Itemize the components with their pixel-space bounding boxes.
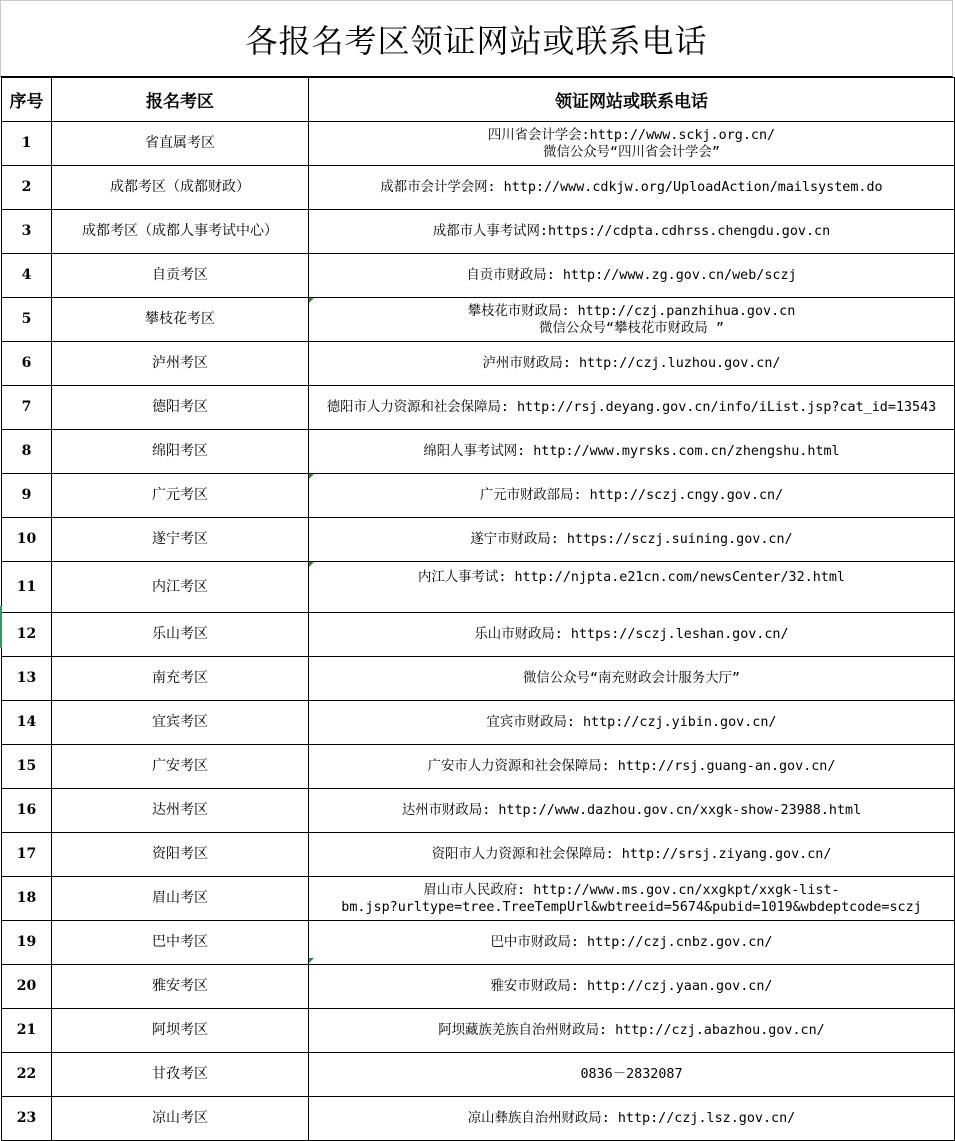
exam-area-cell[interactable]: 巴中考区 — [52, 921, 309, 965]
contact-info-cell[interactable]: 宜宾市财政局: http://czj.yibin.gov.cn/ — [309, 701, 955, 745]
contact-info-cell[interactable]: 微信公众号“南充财政会计服务大厅” — [309, 657, 955, 701]
table-row — [2, 430, 955, 474]
exam-area-cell[interactable]: 凉山考区 — [52, 1097, 309, 1141]
row-number-cell[interactable]: 2 — [2, 166, 52, 210]
header-area[interactable]: 报名考区 — [52, 78, 309, 122]
table-body — [2, 122, 955, 1141]
table-row — [2, 921, 955, 965]
exam-area-cell[interactable]: 甘孜考区 — [52, 1053, 309, 1097]
row-number-cell[interactable]: 22 — [2, 1053, 52, 1097]
table-row — [2, 833, 955, 877]
table-row — [2, 965, 955, 1009]
row-number-cell[interactable]: 17 — [2, 833, 52, 877]
header-info[interactable]: 领证网站或联系电话 — [309, 78, 955, 122]
table-row — [2, 1053, 955, 1097]
contact-info-cell[interactable]: 泸州市财政局: http://czj.luzhou.gov.cn/ — [309, 342, 955, 386]
row-number-cell[interactable]: 18 — [2, 877, 52, 921]
contact-info-cell[interactable]: 成都市会计学会网: http://www.cdkjw.org/UploadAction/mailsystem.do — [309, 166, 955, 210]
exam-area-cell[interactable]: 乐山考区 — [52, 613, 309, 657]
row-number-cell[interactable]: 10 — [2, 518, 52, 562]
exam-area-cell[interactable]: 广元考区 — [52, 474, 309, 518]
row-number-cell[interactable]: 3 — [2, 210, 52, 254]
table-row — [2, 613, 955, 657]
table-row — [2, 474, 955, 518]
cell-comment-marker — [309, 474, 314, 479]
table-row — [2, 166, 955, 210]
exam-area-cell[interactable]: 雅安考区 — [52, 965, 309, 1009]
table-row — [2, 386, 955, 430]
contact-info-cell[interactable]: 攀枝花市财政局: http://czj.panzhihua.gov.cn 微信公众号“攀枝花市财政局 ” — [309, 298, 955, 342]
row-number-cell[interactable]: 19 — [2, 921, 52, 965]
contact-info-cell[interactable]: 成都市人事考试网:https://cdpta.cdhrss.chengdu.gov.cn — [309, 210, 955, 254]
table-row — [2, 877, 955, 921]
row-number-cell[interactable]: 8 — [2, 430, 52, 474]
header-row — [2, 78, 955, 122]
table-row — [2, 657, 955, 701]
table-row — [2, 789, 955, 833]
contact-info-cell[interactable]: 自贡市财政局: http://www.zg.gov.cn/web/sczj — [309, 254, 955, 298]
exam-area-cell[interactable]: 泸州考区 — [52, 342, 309, 386]
row-number-cell[interactable]: 14 — [2, 701, 52, 745]
header-no[interactable]: 序号 — [2, 78, 52, 122]
table-row — [2, 1009, 955, 1053]
cell-comment-marker — [309, 298, 314, 303]
row-number-cell[interactable]: 16 — [2, 789, 52, 833]
row-number-cell[interactable]: 1 — [2, 122, 52, 166]
exam-area-cell[interactable]: 广安考区 — [52, 745, 309, 789]
contact-info-cell[interactable]: 广安市人力资源和社会保障局: http://rsj.guang-an.gov.cn/ — [309, 745, 955, 789]
exam-area-cell[interactable]: 攀枝花考区 — [52, 298, 309, 342]
contact-info-cell[interactable]: 乐山市财政局: https://sczj.leshan.gov.cn/ — [309, 613, 955, 657]
exam-area-cell[interactable]: 资阳考区 — [52, 833, 309, 877]
row-number-cell[interactable]: 11 — [2, 562, 52, 613]
exam-area-cell[interactable]: 南充考区 — [52, 657, 309, 701]
row-number-cell[interactable]: 9 — [2, 474, 52, 518]
contact-info-cell[interactable]: 资阳市人力资源和社会保障局: http://srsj.ziyang.gov.cn/ — [309, 833, 955, 877]
row-number-cell[interactable]: 5 — [2, 298, 52, 342]
contact-info-cell[interactable]: 内江人事考试: http://njpta.e21cn.com/newsCenter/32.html — [309, 562, 955, 613]
contact-info-cell[interactable]: 遂宁市财政局: https://sczj.suining.gov.cn/ — [309, 518, 955, 562]
contact-info-cell[interactable]: 绵阳人事考试网: http://www.myrsks.com.cn/zhengshu.html — [309, 430, 955, 474]
exam-area-cell[interactable]: 宜宾考区 — [52, 701, 309, 745]
row-number-cell[interactable]: 13 — [2, 657, 52, 701]
selected-row-indicator — [0, 606, 2, 648]
exam-area-cell[interactable]: 眉山考区 — [52, 877, 309, 921]
contact-info-cell[interactable]: 四川省会计学会:http://www.sckj.org.cn/ 微信公众号“四川省会计学会” — [309, 122, 955, 166]
cell-comment-marker — [309, 562, 314, 567]
contact-info-cell[interactable]: 达州市财政局: http://www.dazhou.gov.cn/xxgk-show-23988.html — [309, 789, 955, 833]
cell-comment-marker — [309, 958, 314, 963]
exam-area-table — [1, 77, 955, 1141]
table-row — [2, 122, 955, 166]
exam-area-cell[interactable]: 成都考区（成都财政） — [52, 166, 309, 210]
contact-info-cell[interactable]: 0836－2832087 — [309, 1053, 955, 1097]
exam-area-cell[interactable]: 成都考区（成都人事考试中心） — [52, 210, 309, 254]
table-row — [2, 210, 955, 254]
contact-info-cell[interactable]: 阿坝藏族羌族自治州财政局: http://czj.abazhou.gov.cn/ — [309, 1009, 955, 1053]
row-number-cell[interactable]: 4 — [2, 254, 52, 298]
contact-info-cell[interactable]: 眉山市人民政府: http://www.ms.gov.cn/xxgkpt/xxgk-list- bm.jsp?urltype=tree.TreeTempUrl&wbtreeid=5674&pubid=1019&wbdeptcode=sczj — [309, 877, 955, 921]
table-row — [2, 254, 955, 298]
row-number-cell[interactable]: 6 — [2, 342, 52, 386]
contact-info-cell[interactable]: 广元市财政部局: http://sczj.cngy.gov.cn/ — [309, 474, 955, 518]
table-row — [2, 298, 955, 342]
contact-info-cell[interactable]: 雅安市财政局: http://czj.yaan.gov.cn/ — [309, 965, 955, 1009]
contact-info-cell[interactable]: 巴中市财政局: http://czj.cnbz.gov.cn/ — [309, 921, 955, 965]
sheet-title[interactable]: 各报名考区领证网站或联系电话 — [0, 0, 953, 77]
exam-area-cell[interactable]: 省直属考区 — [52, 122, 309, 166]
contact-info-cell[interactable]: 凉山彝族自治州财政局: http://czj.lsz.gov.cn/ — [309, 1097, 955, 1141]
exam-area-cell[interactable]: 绵阳考区 — [52, 430, 309, 474]
row-number-cell[interactable]: 20 — [2, 965, 52, 1009]
exam-area-cell[interactable]: 达州考区 — [52, 789, 309, 833]
row-number-cell[interactable]: 12 — [2, 613, 52, 657]
exam-area-cell[interactable]: 内江考区 — [52, 562, 309, 613]
row-number-cell[interactable]: 15 — [2, 745, 52, 789]
contact-info-cell[interactable]: 德阳市人力资源和社会保障局: http://rsj.deyang.gov.cn/info/iList.jsp?cat_id=13543 — [309, 386, 955, 430]
row-number-cell[interactable]: 7 — [2, 386, 52, 430]
table-row — [2, 342, 955, 386]
row-number-cell[interactable]: 21 — [2, 1009, 52, 1053]
row-number-cell[interactable]: 23 — [2, 1097, 52, 1141]
exam-area-cell[interactable]: 德阳考区 — [52, 386, 309, 430]
table-row — [2, 562, 955, 613]
exam-area-cell[interactable]: 自贡考区 — [52, 254, 309, 298]
exam-area-cell[interactable]: 阿坝考区 — [52, 1009, 309, 1053]
exam-area-cell[interactable]: 遂宁考区 — [52, 518, 309, 562]
table-row — [2, 701, 955, 745]
table-row — [2, 518, 955, 562]
table-row — [2, 745, 955, 789]
